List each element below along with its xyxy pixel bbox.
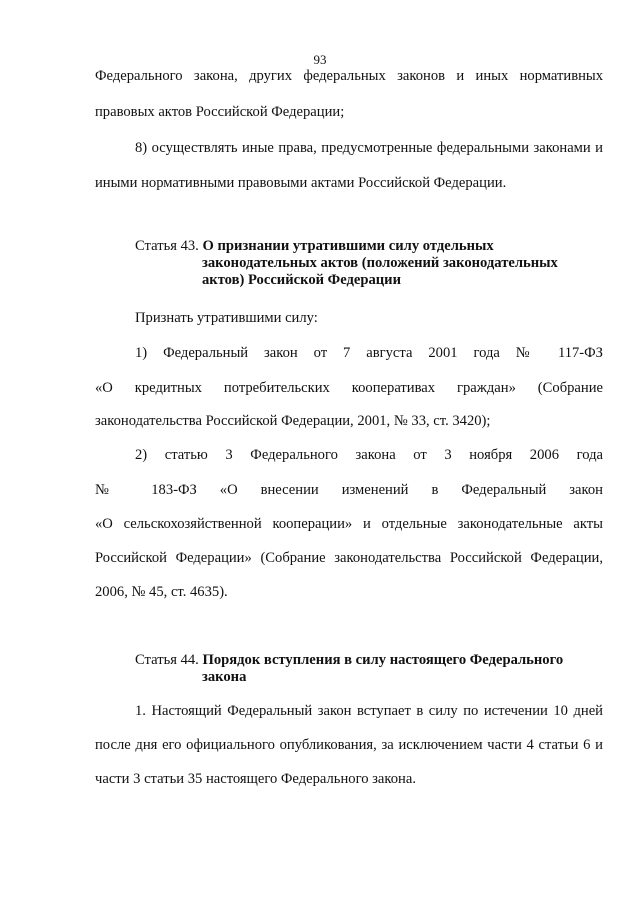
text-line: части 3 статьи 35 настоящего Федерального закона. — [95, 771, 416, 787]
text-line: «О кредитных потребительских кооперативах граждан» (Собрание — [95, 380, 603, 396]
article-43-intro: Признать утратившими силу: — [135, 310, 318, 326]
text-line: законодательства Российской Федерации, 2001, № 33, ст. 3420); — [95, 413, 491, 429]
text-line: «О сельскохозяйственной кооперации» и отдельные законодательные акты — [95, 516, 603, 532]
article-43-title-line: О признании утратившими силу отдельных — [202, 238, 494, 254]
page-number: 93 — [313, 52, 327, 67]
text-line: правовых актов Российской Федерации; — [95, 104, 345, 120]
text-line: Федерального закона, других федеральных законов и иных нормативных — [95, 68, 603, 84]
article-44-title-line: Порядок вступления в силу настоящего Федерального — [202, 652, 564, 668]
article-44-heading — [135, 652, 605, 686]
text-line: 2) статью 3 Федерального закона от 3 ноября 2006 года — [135, 447, 603, 463]
text-line: после дня его официального опубликования, за исключением части 4 статьи 6 и — [95, 737, 603, 753]
article-43-label: Статья 43. — [135, 238, 199, 254]
text-line: 1. Настоящий Федеральный закон вступает в силу по истечении 10 дней — [135, 703, 603, 719]
article-43-title-line: актов) Российской Федерации — [202, 272, 401, 288]
article-43-heading — [135, 238, 605, 289]
text-line: 8) осуществлять иные права, предусмотренные федеральными законами и — [135, 140, 603, 156]
article-43-title-line: законодательных актов (положений законодательных — [202, 255, 558, 271]
text-line: 2006, № 45, ст. 4635). — [95, 584, 228, 600]
text-line: № 183-ФЗ «О внесении изменений в Федеральный закон — [95, 482, 603, 498]
article-44-label: Статья 44. — [135, 652, 199, 668]
article-44-title-line: закона — [202, 669, 247, 685]
text-line: 1) Федеральный закон от 7 августа 2001 года № 117-ФЗ — [135, 345, 603, 361]
text-line: иными нормативными правовыми актами Российской Федерации. — [95, 175, 507, 191]
text-line: Российской Федерации» (Собрание законодательства Российской Федерации, — [95, 550, 603, 566]
